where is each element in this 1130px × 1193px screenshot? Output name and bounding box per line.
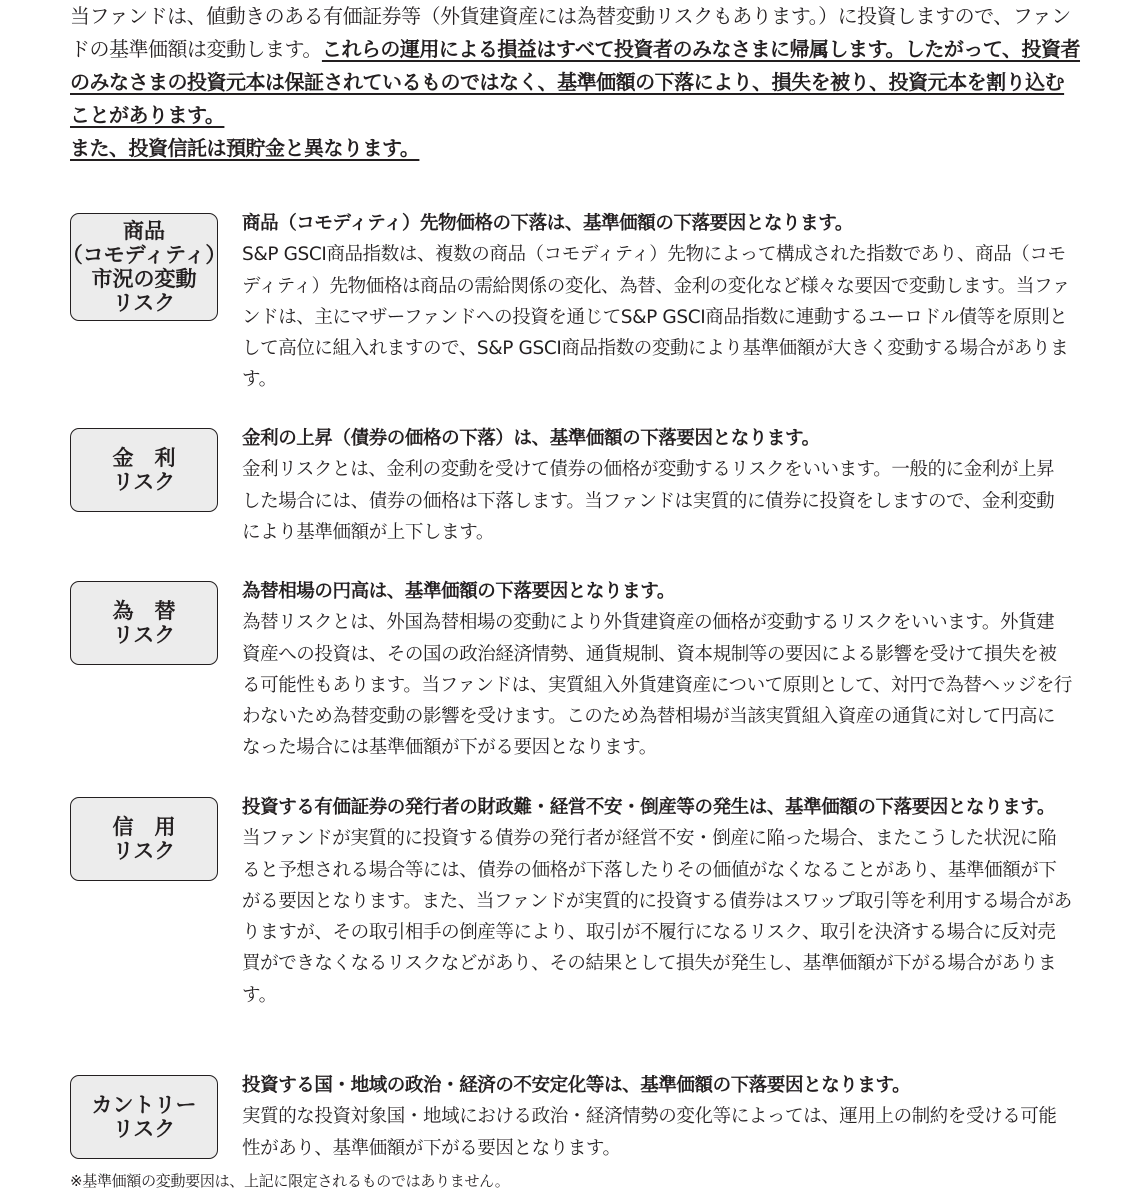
intro-plain-text: 当ファンドは、値動きのある有価証券等（外貨建資産には為替変動リスクもあります。）に投資しますので、ファンドの基準価額は変動します。: [70, 4, 1071, 61]
commodity-risk-text: [242, 208, 1072, 396]
footnote: ※基準価額の変動要因は、上記に限定されるものではありません。: [70, 1172, 510, 1190]
interest-label-line-2: リスク: [112, 470, 176, 494]
commodity-risk-description: S&P GSCI商品指数は、複数の商品（コモディティ）先物によって構成された指数であり、商品（コモディティ）先物価格は商品の需給関係の変化、為替、金利の変化など様々な要因で変動します。当ファンドは、主にマザーファンドへの投資を通じてS&P GSCI商品指数に連動するユーロドル債等を原則として高位に組入れますので、S&P GSCI商品指数の変動により基準価額が大きく変動する場合があります。: [242, 244, 1070, 391]
country-label-line-2: リスク: [112, 1117, 176, 1141]
credit-risk-headline: 投資する有価証券の発行者の財政難・経営不安・倒産等の発生は、基準価額の下落要因となります。: [242, 797, 1056, 818]
intro-trust-text: また、投資信託は預貯金と異なります。: [70, 136, 420, 160]
intro-underlined-text: これらの運用による損益はすべて投資者のみなさまに帰属します。したがって、投資者のみなさまの投資元本は保証されているものではなく、基準価額の下落により、損失を被り、投資元本を割り込むことがあります。: [70, 37, 1081, 127]
country-risk-headline: 投資する国・地域の政治・経済の不安定化等は、基準価額の下落要因となります。: [242, 1075, 911, 1096]
country-risk-text: [242, 1070, 1072, 1164]
interest-rate-risk-headline: 金利の上昇（債券の価格の下落）は、基準価額の下落要因となります。: [242, 428, 820, 449]
currency-label-line-1: 為 替: [112, 599, 176, 623]
country-risk-description: 実質的な投資対象国・地域における政治・経済情勢の変化等によっては、運用上の制約を受ける可能性があり、基準価額が下がる要因となります。: [242, 1106, 1057, 1159]
commodity-label-line-4: リスク: [112, 291, 176, 315]
commodity-risk-label: [61, 213, 227, 321]
credit-risk-label: [70, 797, 218, 881]
interest-rate-risk-label: [70, 428, 218, 512]
commodity-label-line-1: 商品: [123, 219, 165, 243]
interest-label-line-1: 金 利: [112, 446, 176, 470]
currency-risk-label: [70, 581, 218, 665]
credit-risk-text: [242, 792, 1072, 1011]
country-label-line-1: カントリー: [91, 1093, 197, 1117]
currency-risk-headline: 為替相場の円高は、基準価額の下落要因となります。: [242, 581, 675, 602]
country-risk-label: [70, 1075, 218, 1159]
commodity-label-line-3: 市況の変動: [91, 267, 197, 291]
interest-rate-risk-description: 金利リスクとは、金利の変動を受けて債券の価格が変動するリスクをいいます。一般的に金利が上昇した場合には、債券の価格は下落します。当ファンドは実質的に債券に投資をしますので、金利変動により基準価額が上下します。: [242, 459, 1055, 543]
interest-rate-risk-text: [242, 423, 1072, 548]
commodity-label-line-2: （コモディティ）: [61, 243, 227, 267]
currency-risk-description: 為替リスクとは、外国為替相場の変動により外貨建資産の価格が変動するリスクをいいます。外貨建資産への投資は、その国の政治経済情勢、通貨規制、資本規制等の要因による影響を受けて損失を被る可能性もあります。当ファンドは、実質組入外貨建資産について原則として、対円で為替ヘッジを行わないため為替変動の影響を受けます。このため為替相場が当該実質組入資産の通貨に対して円高になった場合には基準価額が下がる要因となります。: [242, 612, 1073, 759]
intro-block: [70, 0, 1080, 165]
credit-risk-description: 当ファンドが実質的に投資する債券の発行者が経営不安・倒産に陥った場合、またこうした状況に陥ると予想される場合等には、債券の価格が下落したりその価値がなくなることがあり、基準価額が下がる要因となります。また、当ファンドが実質的に投資する債券はスワップ取引等を利用する場合がありますが、その取引相手の倒産等により、取引が不履行になるリスク、取引を決済する場合に反対売買ができなくなるリスクなどがあり、その結果として損失が発生し、基準価額が下がる場合があります。: [242, 828, 1072, 1006]
currency-label-line-2: リスク: [112, 623, 176, 647]
commodity-risk-headline: 商品（コモディティ）先物価格の下落は、基準価額の下落要因となります。: [242, 213, 853, 234]
currency-risk-text: [242, 576, 1072, 764]
credit-label-line-1: 信 用: [112, 815, 176, 839]
credit-label-line-2: リスク: [112, 839, 176, 863]
